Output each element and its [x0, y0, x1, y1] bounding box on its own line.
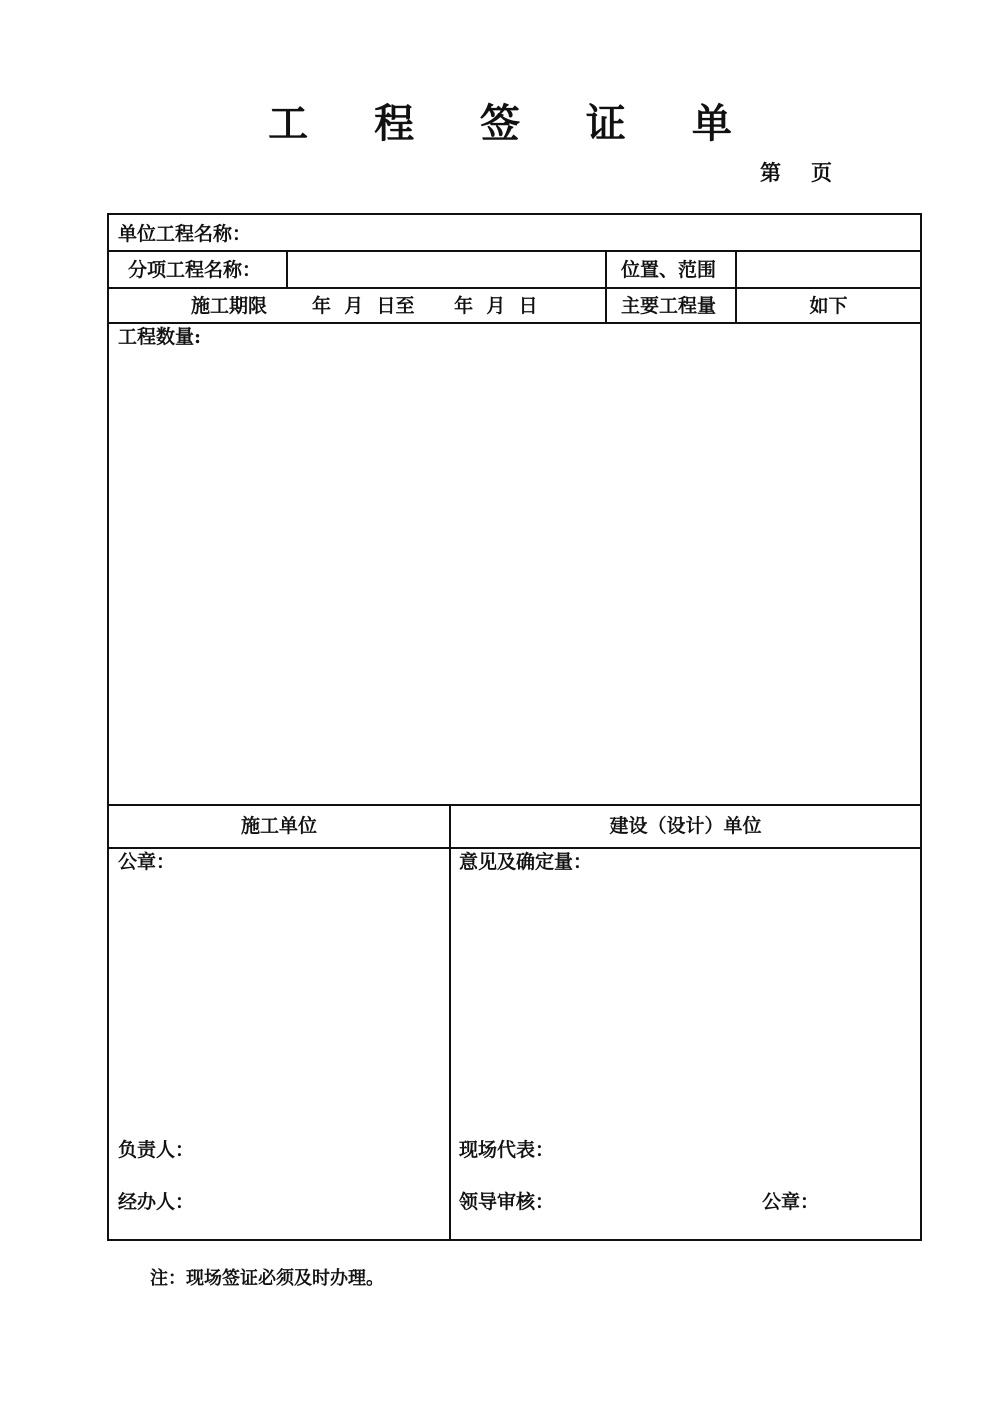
quantity-label: 工程数量: [118, 326, 202, 348]
opinion-quantity-label: 意见及确定量： [459, 851, 593, 873]
column-divider [286, 251, 288, 288]
document-title: 工 程 签 证 单 [268, 100, 758, 147]
location-range-label: 位置、范围 [621, 259, 717, 281]
row-divider [109, 804, 920, 806]
sub-project-name-field[interactable] [289, 253, 604, 286]
row-divider [109, 322, 920, 324]
page-number-label [760, 158, 832, 188]
sub-project-name-label: 分项工程名称： [128, 259, 262, 281]
construction-unit-header: 施工单位 [240, 815, 317, 837]
site-representative-label: 现场代表： [459, 1139, 555, 1161]
row-divider [109, 250, 920, 252]
quantity-area[interactable] [111, 353, 918, 801]
construction-period-label: 施工期限 [191, 295, 268, 317]
client-seal-label: 公章： [762, 1191, 820, 1213]
page-label-suffix: 页 [811, 160, 832, 185]
main-quantity-value: 如下 [809, 295, 848, 317]
row-divider [109, 287, 920, 289]
page-label-prefix: 第 [760, 160, 781, 185]
column-divider [605, 251, 607, 323]
responsible-person-label: 负责人： [118, 1139, 195, 1161]
column-divider [449, 805, 451, 1239]
construction-period-dates[interactable]: 年 月 日至 年 月 日 [312, 295, 538, 317]
leader-review-label: 领导审核： [459, 1191, 555, 1213]
main-quantity-label: 主要工程量 [621, 295, 717, 317]
location-range-field[interactable] [738, 253, 920, 286]
visa-form-table [107, 213, 922, 1241]
client-unit-header: 建设（设计）单位 [609, 815, 762, 837]
handler-label: 经办人： [118, 1191, 195, 1213]
footer-note: 注：现场签证必须及时办理。 [150, 1268, 384, 1289]
unit-project-name-label: 单位工程名称： [118, 223, 252, 245]
construction-seal-label: 公章： [118, 851, 176, 873]
